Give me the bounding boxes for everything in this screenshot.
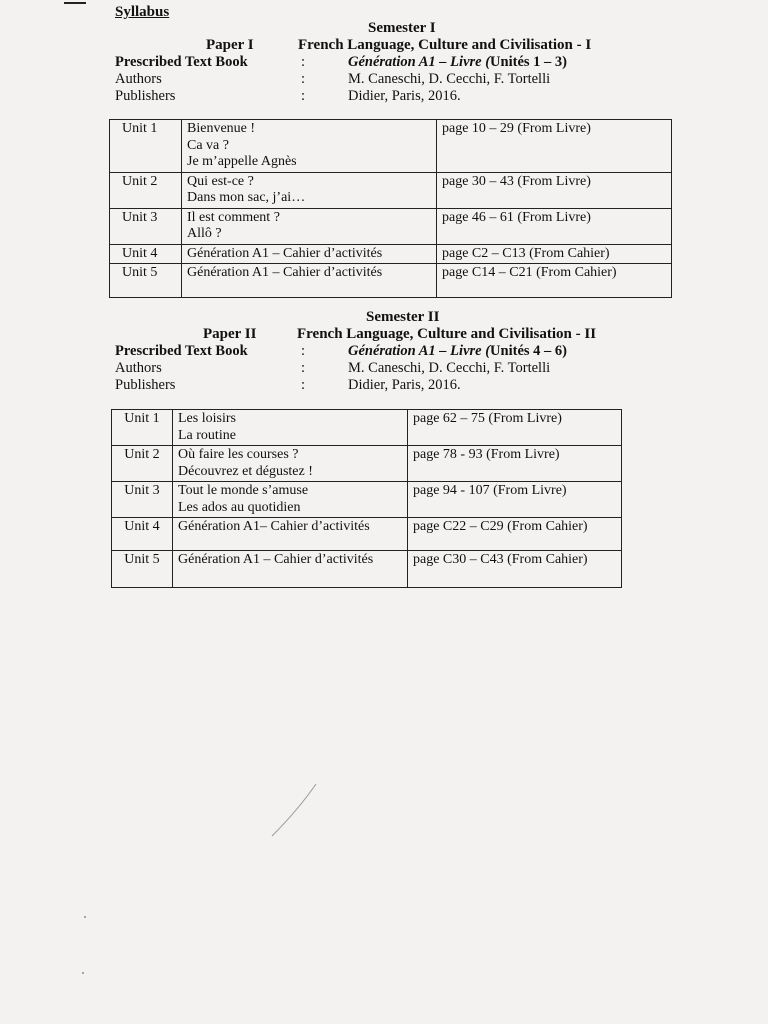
unit-topic-line: La routine xyxy=(178,427,236,443)
unit-topics-cell xyxy=(173,482,408,518)
unit-topic-line: Bienvenue ! xyxy=(187,121,256,136)
unit-number-cell: Unit 5 xyxy=(112,551,173,588)
table-row xyxy=(110,120,672,173)
semester-1-paper: Paper I xyxy=(206,37,254,53)
colon: : xyxy=(301,54,306,70)
semester-2-authors-row xyxy=(115,360,675,378)
authors-label: Authors xyxy=(115,71,162,87)
unit-topic-line: Dans mon sac, j’ai… xyxy=(187,190,306,205)
table-row xyxy=(112,410,622,446)
table-row xyxy=(112,482,622,518)
unit-topic-line: Où faire les courses ? xyxy=(178,447,299,462)
unit-pages-cell: page C30 – C43 (From Cahier) xyxy=(408,551,622,588)
unit-pages-cell: page 10 – 29 (From Livre) xyxy=(437,120,672,173)
unit-topic-line: Découvrez et dégustez ! xyxy=(178,463,313,479)
unit-number-cell: Unit 2 xyxy=(112,446,173,482)
semester-1-units-table xyxy=(109,119,672,298)
unit-topics-cell xyxy=(182,244,437,264)
book-label: Prescribed Text Book xyxy=(115,343,248,359)
unit-pages-cell: page 94 - 107 (From Livre) xyxy=(408,482,622,518)
unit-topics-cell xyxy=(173,410,408,446)
table-row xyxy=(112,446,622,482)
publishers-value: Didier, Paris, 2016. xyxy=(348,88,461,104)
semester-2-paper: Paper II xyxy=(203,326,257,342)
unit-topic-line: Génération A1 – Cahier d’activités xyxy=(187,265,383,280)
unit-topic-line: Tout le monde s’amuse xyxy=(178,483,309,498)
unit-topics-cell xyxy=(173,518,408,551)
unit-topics-cell xyxy=(182,120,437,173)
unit-number-cell: Unit 3 xyxy=(110,208,182,244)
scan-mark xyxy=(64,2,86,4)
semester-2-title: Semester II xyxy=(366,309,440,325)
semester-2-units-table xyxy=(111,409,622,588)
unit-topic-line: Je m’appelle Agnès xyxy=(187,154,297,169)
table-row xyxy=(110,244,672,264)
book-label: Prescribed Text Book xyxy=(115,54,248,70)
publishers-value: Didier, Paris, 2016. xyxy=(348,377,461,393)
semester-1-title: Semester I xyxy=(368,20,436,36)
unit-topic-line: Ca va ? xyxy=(187,137,229,153)
table-row xyxy=(110,264,672,298)
unit-topic-line: Les loisirs xyxy=(178,411,236,426)
unit-pages-cell: page 62 – 75 (From Livre) xyxy=(408,410,622,446)
table-row xyxy=(112,551,622,588)
unit-number-cell: Unit 4 xyxy=(112,518,173,551)
colon: : xyxy=(301,343,306,359)
unit-pages-cell: page C22 – C29 (From Cahier) xyxy=(408,518,622,551)
publishers-label: Publishers xyxy=(115,88,176,104)
unit-topic-line: Qui est-ce ? xyxy=(187,173,254,189)
table-row xyxy=(112,518,622,551)
scan-speck xyxy=(84,916,86,918)
table-row xyxy=(110,172,672,208)
authors-label: Authors xyxy=(115,360,162,376)
semester-1-authors-row xyxy=(115,71,675,89)
unit-pages-cell: page C2 – C13 (From Cahier) xyxy=(437,244,672,264)
authors-value: M. Caneschi, D. Cecchi, F. Tortelli xyxy=(348,360,551,376)
unit-topic-line: Génération A1 – Cahier d’activités xyxy=(178,552,374,567)
unit-topic-line: Génération A1– Cahier d’activités xyxy=(178,519,370,534)
unit-number-cell: Unit 1 xyxy=(110,120,182,173)
unit-pages-cell: page C14 – C21 (From Cahier) xyxy=(437,264,672,298)
pen-scratch xyxy=(268,780,338,840)
semester-2-book-row xyxy=(115,343,675,361)
unit-topic-line: Les ados au quotidien xyxy=(178,499,301,515)
semester-2-course: French Language, Culture and Civilisation - II xyxy=(297,326,597,342)
unit-pages-cell: page 30 – 43 (From Livre) xyxy=(437,172,672,208)
authors-value: M. Caneschi, D. Cecchi, F. Tortelli xyxy=(348,71,551,87)
unit-pages-cell: page 78 - 93 (From Livre) xyxy=(408,446,622,482)
unit-number-cell: Unit 2 xyxy=(110,172,182,208)
unit-pages-cell: page 46 – 61 (From Livre) xyxy=(437,208,672,244)
semester-1-book-row xyxy=(115,54,675,72)
unit-topics-cell xyxy=(173,446,408,482)
unit-number-cell: Unit 3 xyxy=(112,482,173,518)
colon: : xyxy=(301,88,306,104)
semester-2-publishers-row xyxy=(115,377,675,395)
syllabus-heading: Syllabus xyxy=(115,4,170,20)
unit-topics-cell xyxy=(173,551,408,588)
unit-topic-line: Il est comment ? xyxy=(187,209,280,225)
book-title: Génération A1 – Livre (Unités 4 – 6) xyxy=(348,343,567,359)
colon: : xyxy=(301,71,306,87)
publishers-label: Publishers xyxy=(115,377,176,393)
colon: : xyxy=(301,360,306,376)
table-row xyxy=(110,208,672,244)
semester-1-publishers-row xyxy=(115,88,675,106)
unit-number-cell: Unit 5 xyxy=(110,264,182,298)
unit-topic-line: Génération A1 – Cahier d’activités xyxy=(187,245,383,261)
unit-topics-cell xyxy=(182,172,437,208)
unit-number-cell: Unit 4 xyxy=(110,244,182,264)
colon: : xyxy=(301,377,306,393)
book-title: Génération A1 – Livre (Unités 1 – 3) xyxy=(348,54,567,70)
scan-speck xyxy=(82,972,84,974)
unit-topics-cell xyxy=(182,208,437,244)
unit-topic-line: Allô ? xyxy=(187,226,222,241)
semester-1-course: French Language, Culture and Civilisation - I xyxy=(298,37,592,53)
unit-topics-cell xyxy=(182,264,437,298)
unit-number-cell: Unit 1 xyxy=(112,410,173,446)
